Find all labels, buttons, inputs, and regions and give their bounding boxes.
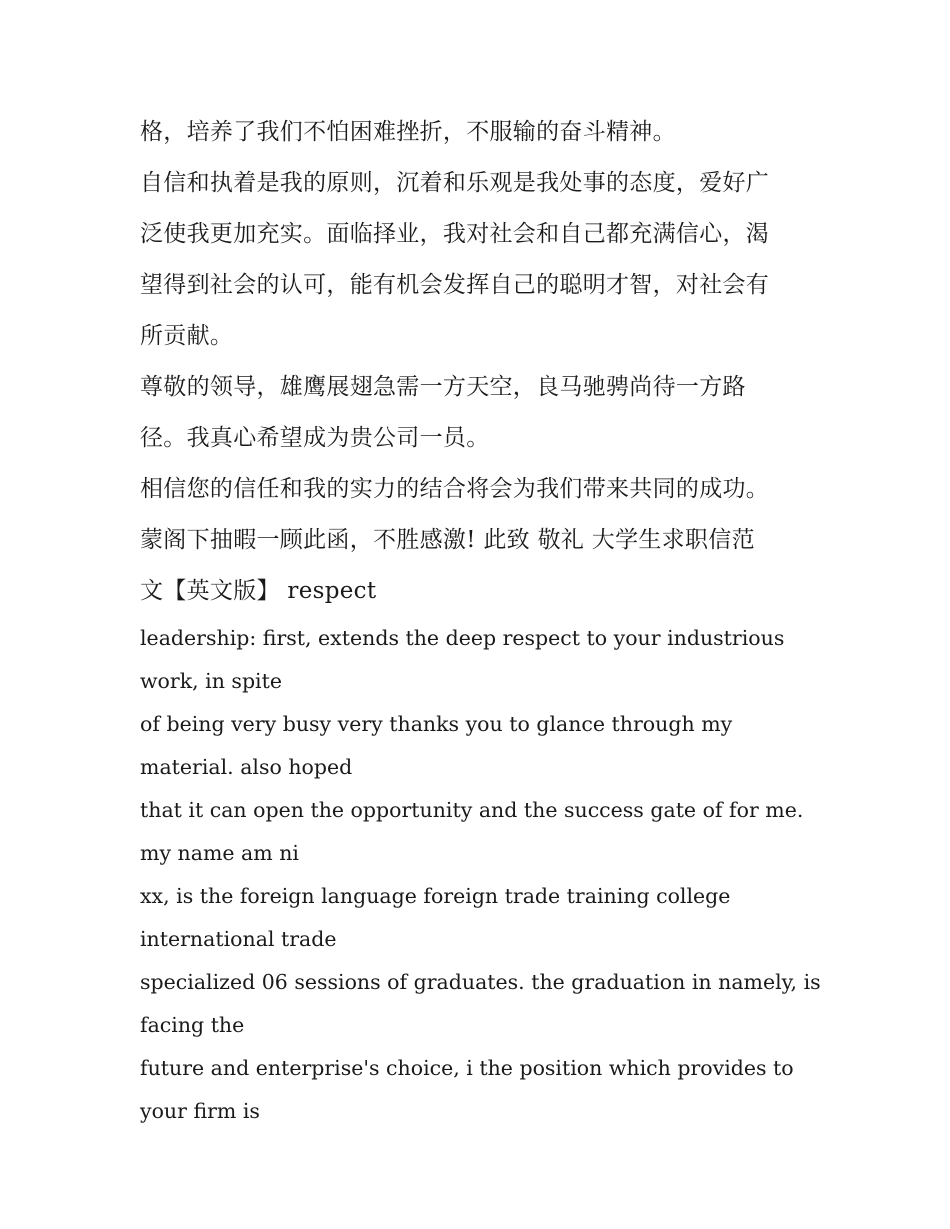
text-line: 径。我真心希望成为贵公司一员。 [140,425,490,451]
text-line: 蒙阁下抽暇一顾此函，不胜感激! 此致 敬礼 大学生求职信范 [140,527,755,553]
text-line: your firm is [140,1099,260,1123]
text-line: international trade [140,927,337,951]
text-line: specialized 06 sessions of graduates. the graduation in namely, is [140,970,821,994]
text-line: 文【英文版】 respect [140,578,377,604]
document-body [140,107,820,1133]
text-line: 所贡献。 [140,323,234,349]
text-line: 望得到社会的认可，能有机会发挥自己的聪明才智，对社会有 [140,272,770,298]
text-line: material. also hoped [140,755,353,779]
text-line: facing the [140,1013,245,1037]
text-line: of being very busy very thanks you to glance through my [140,712,733,736]
text-line: my name am ni [140,841,299,865]
text-line: 尊敬的领导，雄鹰展翅急需一方天空，良马驰骋尚待一方路 [140,374,746,400]
text-line: work, in spite [140,669,282,693]
text-line: leadership: first, extends the deep respect to your industrious [140,626,785,650]
text-line: future and enterprise's choice, i the position which provides to [140,1056,794,1080]
text-line: 格，培养了我们不怕困难挫折，不服输的奋斗精神。 [140,119,676,145]
text-line: 相信您的信任和我的实力的结合将会为我们带来共同的成功。 [140,476,770,502]
text-line: that it can open the opportunity and the success gate of for me. [140,798,804,822]
text-line: 泛使我更加充实。面临择业，我对社会和自己都充满信心，渴 [140,221,770,247]
text-line: 自信和执着是我的原则，沉着和乐观是我处事的态度，爱好广 [140,170,770,196]
text-line: xx, is the foreign language foreign trade training college [140,884,731,908]
